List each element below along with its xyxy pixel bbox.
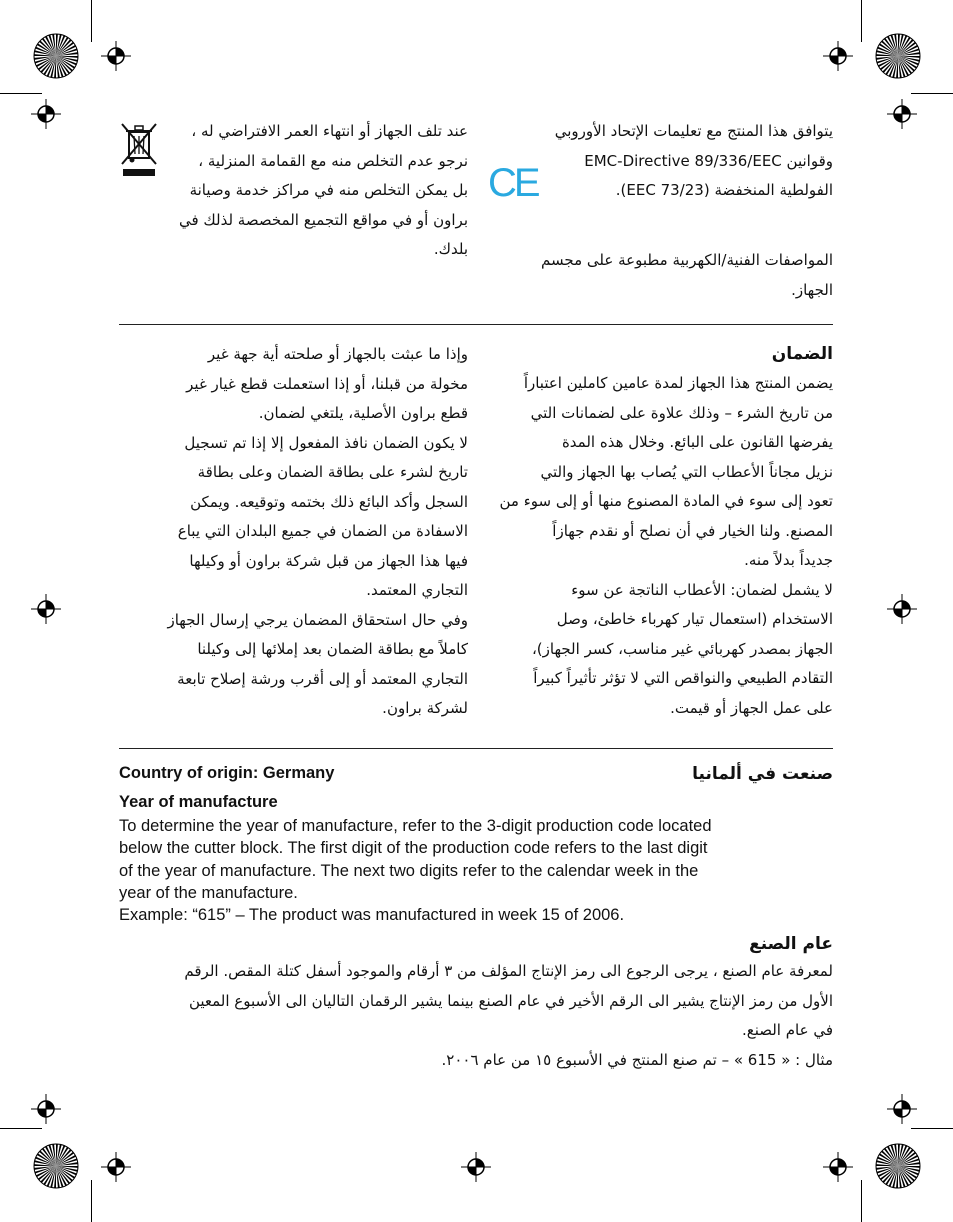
registration-target-icon bbox=[101, 1152, 131, 1182]
registration-target-icon bbox=[887, 594, 917, 624]
crop-line bbox=[0, 1128, 42, 1129]
warranty-text-right: يضمن المنتج هذا الجهاز لمدة عامين كاملين اعتباراً من تاريخ الشرء – وذلك علاوة على لضمانات التي يفرضها القانون على البائع. وخلال هذه المدة نزيل مجاناً الأعطاب التي يُصاب بها الجهاز والتي تعود إلى سوء في المادة المصنوع منها أو إلى سوء من المصنع. ولنا الخيار في أن نصلح أو نقدم جهازاً جديداً بدلاً منه. لا يشمل لضمان: الأعطاب الناتجة عن سوء الاستخدام (استعمال تيار كهرباء خاطئ، وصل الجهاز بمصدر كهربائي غير مناسب، كسر الجهاز)، التقادم الطبيعي والنواقص التي لا تؤثر تأثيراً كبيراً على عمل الجهاز أو قيمت. bbox=[499, 374, 833, 717]
warranty-text-left: وإذا ما عبثت بالجهاز أو صلحته أية جهة غير مخولة من قبلنا، أو إذا استعملت قطع غيار غير قطع براون الأصلية، يلتغي لضمان. لا يكون الضمان نافذ المفعول إلا إذا تم تسجيل تاريخ لشرء على بطاقة الضمان وعلى بطاقة السجل وأكد البائع ذلك بختمه وتوقيعه. ويمكن الاسفادة من الضمان في جميع البلدان التي يباع فيها هذا الجهاز من قبل شركة براون أو وكيلها التجاري المعتمد. وفي حال استحقاق المضمان يرجي إرسال الجهاز كاملاً مع بطاقة الضمان بعد إملائها إلى وكيلنا التجاري المعتمد أو إلى أقرب ورشة إصلاح تابعة لشركة براون. bbox=[167, 345, 468, 717]
year-of-manufacture-text: To determine the year of manufacture, refer to the 3-digit production code located below the cutter block. The first digit of the production code refers to the last digit of the year of manufacture. The next two digits refer to the calendar week in the year of the manufacture. Example: “615” – The product was manufactured in week 15 of 2006. bbox=[119, 817, 712, 925]
ce-mark-icon: CE bbox=[488, 161, 538, 205]
disposal-text: عند تلف الجهاز أو انتهاء العمر الافتراضي له ، نرجو عدم التخلص منه مع القمامة المنزلية ، بل يمكن التخلص منه في مراكز خدمة وصيانة براون أو في مواقع التجميع المخصصة لذلك في بلدك. bbox=[178, 122, 468, 258]
divider bbox=[119, 324, 833, 325]
crop-line bbox=[861, 1180, 862, 1222]
crop-line bbox=[911, 1128, 953, 1129]
year-of-manufacture-heading: Year of manufacture bbox=[119, 793, 278, 811]
color-calibration-star-icon bbox=[875, 1143, 921, 1189]
crossed-out-wheelie-bin-icon bbox=[119, 120, 159, 178]
warranty-heading: الضمان bbox=[771, 344, 833, 364]
year-of-manufacture-text-ar: لمعرفة عام الصنع ، يرجى الرجوع الى رمز الإنتاج المؤلف من ٣ أرقام والموجود أسفل كتلة المقص. الرقم الأول من رمز الإنتاج يشير الى الرقم الأخير في عام الصنع بينما يشير الرقمان التاليان الى الأسبوع المعين في عام الصنع. مثال : « 615 » – تم صنع المنتج في الأسبوع ١٥ من عام ٢٠٠٦. bbox=[184, 962, 833, 1069]
registration-target-icon bbox=[461, 1152, 491, 1182]
color-calibration-star-icon bbox=[33, 1143, 79, 1189]
registration-target-icon bbox=[31, 1094, 61, 1124]
registration-target-icon bbox=[31, 594, 61, 624]
registration-target-icon bbox=[31, 99, 61, 129]
color-calibration-star-icon bbox=[33, 33, 79, 79]
crop-line bbox=[911, 93, 953, 94]
registration-target-icon bbox=[101, 41, 131, 71]
crop-line bbox=[0, 93, 42, 94]
color-calibration-star-icon bbox=[875, 33, 921, 79]
country-of-origin-en: Country of origin: Germany bbox=[119, 764, 335, 782]
electrical-specs-text: المواصفات الفنية/الكهربية مطبوعة على مجسم الجهاز. bbox=[541, 251, 833, 299]
country-of-origin-ar: صنعت في ألمانيا bbox=[692, 764, 833, 784]
registration-target-icon bbox=[823, 41, 853, 71]
divider bbox=[119, 748, 833, 749]
crop-line bbox=[91, 0, 92, 42]
crop-line bbox=[91, 1180, 92, 1222]
crop-line bbox=[861, 0, 862, 42]
ce-compliance-text: يتوافق هذا المنتج مع تعليمات الإتحاد الأوروبي وقوانين EMC-Directive 89/336/EEC الفولطية المنخفضة (73/23 EEC). bbox=[554, 122, 833, 199]
registration-target-icon bbox=[823, 1152, 853, 1182]
year-of-manufacture-heading-ar: عام الصنع bbox=[749, 934, 833, 954]
registration-target-icon bbox=[887, 99, 917, 129]
registration-target-icon bbox=[887, 1094, 917, 1124]
